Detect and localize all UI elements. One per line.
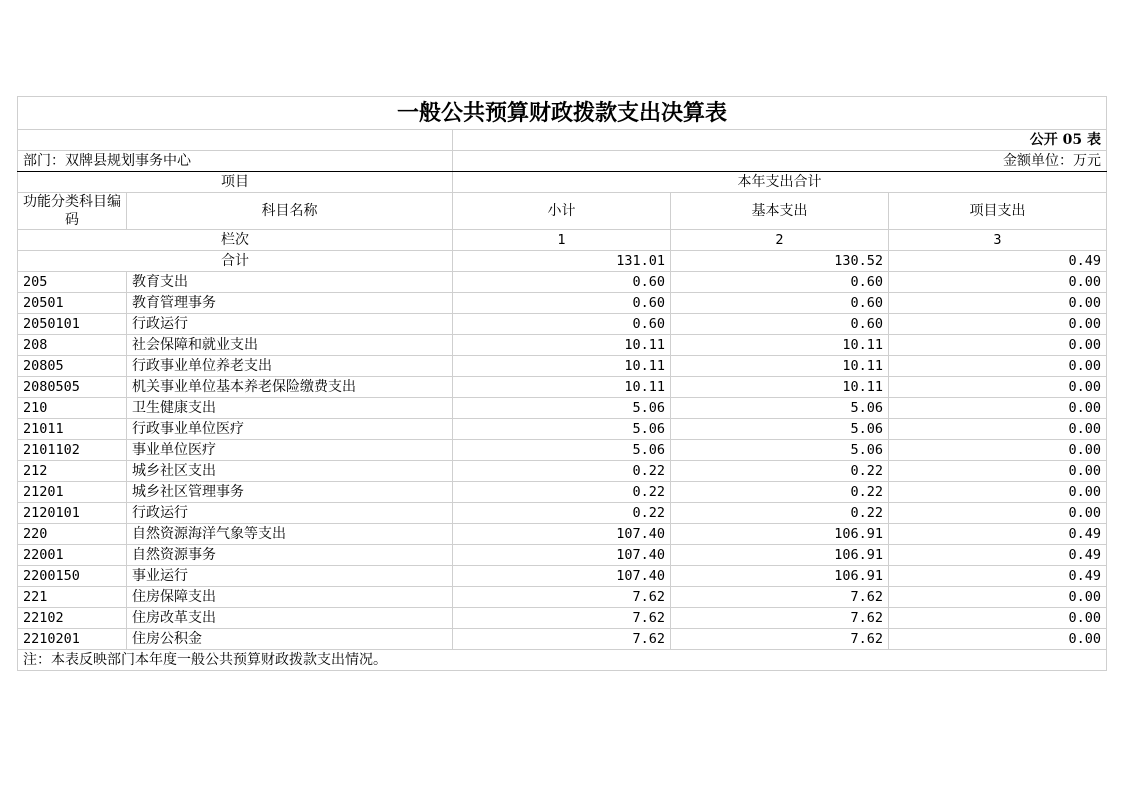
row-code: 210 (18, 398, 127, 419)
header-name: 科目名称 (127, 193, 453, 230)
row-code: 21201 (18, 482, 127, 503)
total-basic: 130.52 (671, 251, 889, 272)
row-name: 行政事业单位医疗 (127, 419, 453, 440)
row-name: 住房公积金 (127, 629, 453, 650)
row-name: 自然资源海洋气象等支出 (127, 524, 453, 545)
row-project: 0.00 (889, 608, 1107, 629)
row-subtotal: 10.11 (453, 335, 671, 356)
expenditure-table (17, 96, 1107, 671)
row-code: 20501 (18, 293, 127, 314)
row-name: 城乡社区管理事务 (127, 482, 453, 503)
row-project: 0.00 (889, 419, 1107, 440)
row-code: 21011 (18, 419, 127, 440)
row-name: 住房改革支出 (127, 608, 453, 629)
row-subtotal: 10.11 (453, 356, 671, 377)
row-subtotal: 0.22 (453, 461, 671, 482)
table-row (18, 503, 1107, 524)
table-row (18, 272, 1107, 293)
row-basic: 0.22 (671, 461, 889, 482)
table-row (18, 524, 1107, 545)
row-project: 0.00 (889, 314, 1107, 335)
form-code: 公开 05 表 (453, 130, 1107, 151)
row-code: 22001 (18, 545, 127, 566)
row-project: 0.00 (889, 587, 1107, 608)
row-subtotal: 7.62 (453, 629, 671, 650)
row-name: 行政运行 (127, 503, 453, 524)
row-name: 城乡社区支出 (127, 461, 453, 482)
table-row (18, 608, 1107, 629)
table-row (18, 629, 1107, 650)
row-name: 机关事业单位基本养老保险缴费支出 (127, 377, 453, 398)
row-subtotal: 5.06 (453, 398, 671, 419)
header-subtotal: 小计 (453, 193, 671, 230)
row-project: 0.00 (889, 293, 1107, 314)
table-row (18, 377, 1107, 398)
row-basic: 5.06 (671, 440, 889, 461)
row-code: 20805 (18, 356, 127, 377)
row-name: 教育管理事务 (127, 293, 453, 314)
row-code: 205 (18, 272, 127, 293)
table-row (18, 566, 1107, 587)
row-code: 2080505 (18, 377, 127, 398)
total-label: 合计 (18, 251, 453, 272)
row-subtotal: 7.62 (453, 608, 671, 629)
row-subtotal: 107.40 (453, 566, 671, 587)
row-subtotal: 107.40 (453, 545, 671, 566)
row-project: 0.00 (889, 482, 1107, 503)
row-project: 0.00 (889, 440, 1107, 461)
row-code: 2101102 (18, 440, 127, 461)
row-basic: 106.91 (671, 545, 889, 566)
row-name: 事业运行 (127, 566, 453, 587)
row-subtotal: 0.22 (453, 503, 671, 524)
unit-label: 金额单位：万元 (453, 151, 1107, 172)
header-item: 项目 (18, 172, 453, 193)
row-code: 2210201 (18, 629, 127, 650)
row-subtotal: 0.60 (453, 314, 671, 335)
row-subtotal: 107.40 (453, 524, 671, 545)
total-project: 0.49 (889, 251, 1107, 272)
header-col3: 3 (889, 230, 1107, 251)
row-project: 0.00 (889, 629, 1107, 650)
table-row (18, 587, 1107, 608)
row-project: 0.00 (889, 398, 1107, 419)
row-basic: 10.11 (671, 356, 889, 377)
row-code: 212 (18, 461, 127, 482)
row-code: 221 (18, 587, 127, 608)
table-row (18, 482, 1107, 503)
row-name: 卫生健康支出 (127, 398, 453, 419)
row-code: 2120101 (18, 503, 127, 524)
row-subtotal: 5.06 (453, 440, 671, 461)
row-project: 0.00 (889, 461, 1107, 482)
row-subtotal: 5.06 (453, 419, 671, 440)
row-subtotal: 0.22 (453, 482, 671, 503)
row-basic: 7.62 (671, 587, 889, 608)
row-name: 事业单位医疗 (127, 440, 453, 461)
row-basic: 0.60 (671, 314, 889, 335)
row-name: 社会保障和就业支出 (127, 335, 453, 356)
row-basic: 106.91 (671, 566, 889, 587)
table-row (18, 461, 1107, 482)
row-code: 208 (18, 335, 127, 356)
table-row (18, 440, 1107, 461)
footnote: 注：本表反映部门本年度一般公共预算财政拨款支出情况。 (18, 650, 1107, 671)
header-total-group: 本年支出合计 (453, 172, 1107, 193)
row-code: 22102 (18, 608, 127, 629)
table-row (18, 545, 1107, 566)
row-basic: 0.22 (671, 503, 889, 524)
header-basic: 基本支出 (671, 193, 889, 230)
row-code: 2200150 (18, 566, 127, 587)
row-code: 2050101 (18, 314, 127, 335)
blank-cell (18, 130, 453, 151)
row-basic: 5.06 (671, 419, 889, 440)
row-basic: 5.06 (671, 398, 889, 419)
page-title: 一般公共预算财政拨款支出决算表 (18, 97, 1107, 130)
row-project: 0.00 (889, 377, 1107, 398)
row-project: 0.49 (889, 566, 1107, 587)
table-row (18, 314, 1107, 335)
row-project: 0.00 (889, 272, 1107, 293)
table-row (18, 293, 1107, 314)
row-name: 行政运行 (127, 314, 453, 335)
header-column-index: 栏次 (18, 230, 453, 251)
row-code: 220 (18, 524, 127, 545)
header-col2: 2 (671, 230, 889, 251)
header-col1: 1 (453, 230, 671, 251)
row-project: 0.49 (889, 545, 1107, 566)
row-project: 0.49 (889, 524, 1107, 545)
department-label: 部门：双牌县规划事务中心 (18, 151, 453, 172)
row-project: 0.00 (889, 335, 1107, 356)
row-basic: 10.11 (671, 335, 889, 356)
row-subtotal: 7.62 (453, 587, 671, 608)
header-project: 项目支出 (889, 193, 1107, 230)
row-basic: 7.62 (671, 608, 889, 629)
row-basic: 10.11 (671, 377, 889, 398)
row-name: 教育支出 (127, 272, 453, 293)
row-basic: 0.60 (671, 272, 889, 293)
row-basic: 0.22 (671, 482, 889, 503)
header-code: 功能分类科目编码 (18, 193, 127, 230)
table-row (18, 335, 1107, 356)
table-row (18, 356, 1107, 377)
row-name: 行政事业单位养老支出 (127, 356, 453, 377)
row-subtotal: 0.60 (453, 272, 671, 293)
table-row (18, 419, 1107, 440)
row-basic: 0.60 (671, 293, 889, 314)
row-subtotal: 10.11 (453, 377, 671, 398)
row-project: 0.00 (889, 503, 1107, 524)
row-subtotal: 0.60 (453, 293, 671, 314)
total-row (18, 251, 1107, 272)
row-basic: 7.62 (671, 629, 889, 650)
row-project: 0.00 (889, 356, 1107, 377)
total-subtotal: 131.01 (453, 251, 671, 272)
row-name: 住房保障支出 (127, 587, 453, 608)
row-basic: 106.91 (671, 524, 889, 545)
row-name: 自然资源事务 (127, 545, 453, 566)
table-row (18, 398, 1107, 419)
